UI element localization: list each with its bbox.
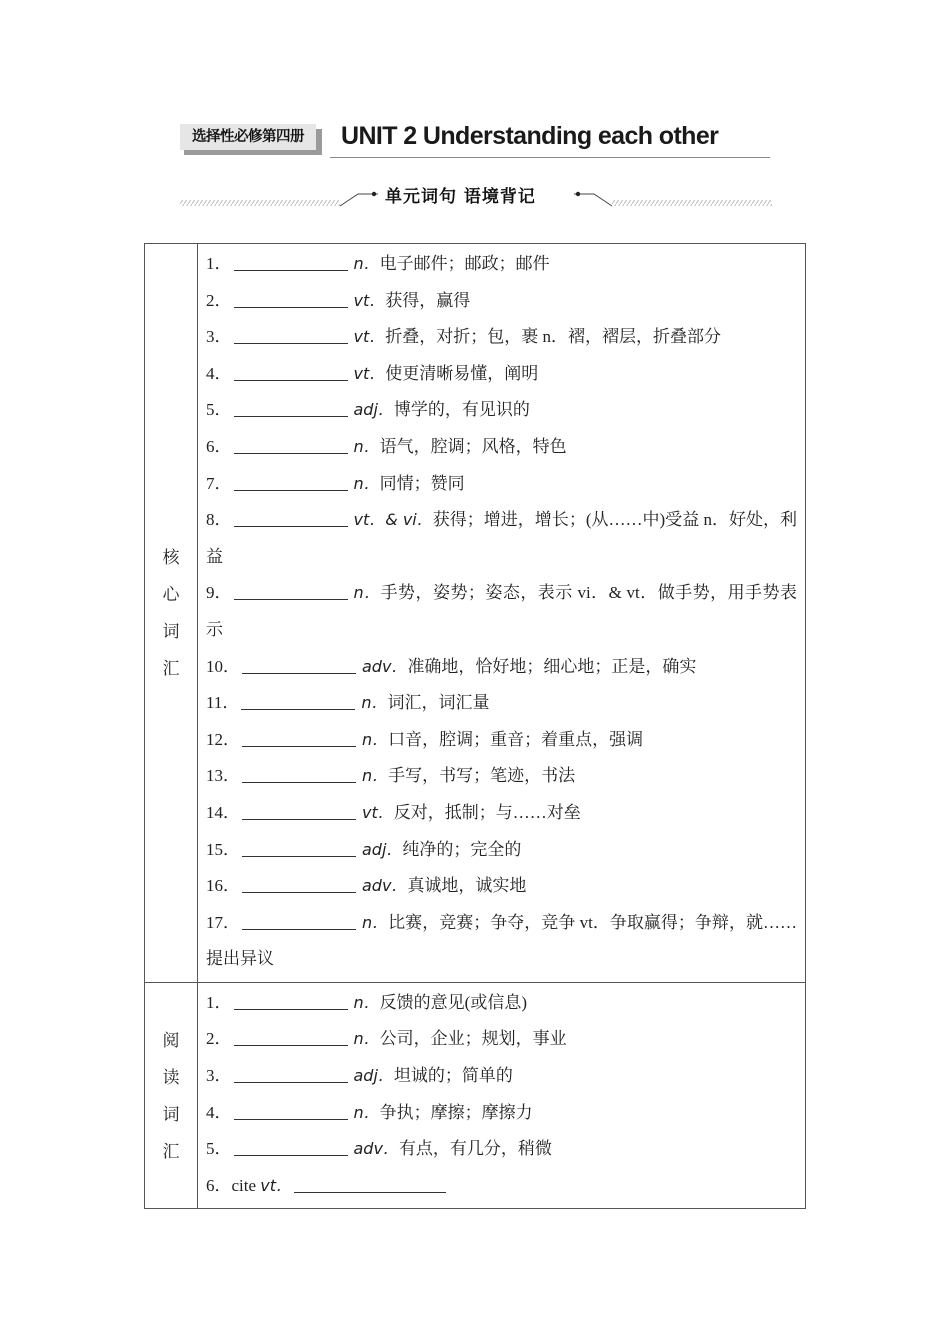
part-of-speech: n． [353, 992, 380, 1012]
definition: 比赛，竞赛；争夺，竞争 vt．争取赢得；争辩，就……提出异议 [206, 912, 797, 969]
part-of-speech: adv． [353, 1139, 399, 1159]
item-number: 13． [206, 766, 240, 786]
part-of-speech: n． [353, 1029, 380, 1049]
unit-title: UNIT 2 Understanding each other [341, 122, 719, 150]
part-of-speech: n． [353, 473, 380, 493]
item-number: 11． [206, 693, 240, 713]
vocab-item [206, 502, 797, 575]
vocab-item [206, 685, 797, 722]
definition: 博学的，有见识的 [393, 400, 530, 420]
definition: 同情；赞同 [379, 473, 465, 493]
category-char: 核 [162, 547, 180, 567]
item-number: 1． [206, 992, 232, 1012]
vocab-item [206, 868, 797, 905]
definition: 获得；增进，增长；(从……中)受益 n．好处，利益 [206, 510, 797, 566]
part-of-speech: vt． [353, 327, 386, 347]
item-number: 4． [206, 1102, 232, 1122]
answer-blank[interactable] [242, 728, 356, 747]
item-number: 7． [206, 473, 232, 493]
vocab-item [206, 319, 797, 356]
item-number: 4． [206, 363, 232, 383]
part-of-speech: vt．& vi． [353, 510, 433, 530]
vocab-item [206, 832, 797, 869]
category-char: 心 [162, 584, 180, 604]
title-underline [330, 157, 770, 158]
vocab-item [206, 1095, 797, 1132]
answer-blank[interactable] [234, 1137, 348, 1156]
item-number: 1． [206, 254, 232, 273]
vocab-item [206, 1131, 797, 1168]
definition: 获得，赢得 [385, 290, 471, 310]
vocab-item [206, 905, 797, 978]
definition: 纯净的；完全的 [402, 839, 522, 859]
vocab-item [206, 795, 797, 832]
definition: 语气，腔调；风格，特色 [379, 436, 567, 456]
item-number: 12． [206, 729, 240, 749]
part-of-speech: vt． [362, 802, 394, 822]
core-vocabulary-items [198, 244, 806, 983]
answer-blank[interactable] [242, 874, 356, 893]
vocab-item [206, 985, 797, 1022]
answer-blank[interactable] [234, 398, 348, 417]
part-of-speech: adv． [362, 876, 408, 896]
answer-blank[interactable] [234, 325, 348, 344]
answer-blank[interactable] [234, 435, 348, 454]
category-char: 汇 [162, 658, 180, 678]
definition: 有点，有几分，稍微 [398, 1139, 552, 1159]
definition: 手势，姿势；姿态，表示 vi．& vt．做手势，用手势表示 [206, 583, 797, 639]
category-char: 汇 [162, 1141, 180, 1161]
definition: 反对，抵制；与……对垒 [393, 802, 581, 822]
vocab-item [206, 1168, 797, 1205]
definition: 手写，书写；笔迹，书法 [388, 766, 576, 786]
answer-blank[interactable] [242, 838, 356, 857]
category-char: 读 [162, 1067, 180, 1087]
vocab-item [206, 722, 797, 759]
vocab-item [206, 429, 797, 466]
answer-blank[interactable] [242, 764, 356, 783]
answer-blank[interactable] [234, 472, 348, 491]
part-of-speech: adj． [362, 839, 403, 859]
reading-vocabulary-items [198, 982, 806, 1209]
item-number: 6． [206, 436, 232, 456]
item-number: 15． [206, 839, 240, 859]
definition: 争执；摩擦；摩擦力 [379, 1102, 533, 1122]
vocab-item [206, 246, 797, 283]
item-number: 5． [206, 1139, 232, 1159]
part-of-speech: adv． [362, 656, 408, 676]
answer-blank[interactable] [234, 1101, 348, 1120]
category-char: 词 [162, 621, 180, 641]
item-number: 10． [206, 656, 240, 676]
reading-vocabulary-category [145, 982, 198, 1209]
reading-vocabulary-row [145, 982, 806, 1209]
answer-blank[interactable] [234, 991, 348, 1010]
part-of-speech: n． [353, 1102, 380, 1122]
vocab-item [206, 649, 797, 686]
definition: 使更清晰易懂，阐明 [385, 363, 539, 383]
vocab-item [206, 758, 797, 795]
definition: 公司，企业；规划，事业 [379, 1029, 567, 1049]
answer-blank[interactable] [242, 655, 356, 674]
category-char: 阅 [162, 1030, 180, 1050]
answer-blank[interactable] [234, 252, 348, 271]
item-number: 16． [206, 876, 240, 896]
given-word: cite [231, 1175, 257, 1195]
answer-blank[interactable] [234, 289, 348, 308]
item-number: 2． [206, 1029, 232, 1049]
item-number: 17． [206, 912, 240, 932]
definition: 折叠，对折；包，裹 n．褶，褶层，折叠部分 [385, 327, 721, 347]
answer-blank[interactable] [242, 911, 356, 930]
part-of-speech: adj． [353, 1066, 394, 1086]
answer-blank[interactable] [234, 362, 348, 381]
answer-blank[interactable] [234, 1064, 348, 1083]
part-of-speech: vt． [260, 1175, 293, 1195]
item-number: 8． [206, 510, 232, 530]
part-of-speech: n． [353, 583, 381, 603]
vocab-item [206, 283, 797, 320]
part-of-speech: n． [362, 912, 389, 932]
answer-blank[interactable] [241, 691, 355, 710]
definition: 口音，腔调；重音；着重点，强调 [388, 729, 644, 749]
part-of-speech: n． [353, 254, 380, 273]
part-of-speech: n． [361, 693, 388, 713]
vocab-item [206, 1058, 797, 1095]
definition: 准确地，恰好地；细心地；正是，确实 [407, 656, 697, 676]
book-tag-label: 选择性必修第四册 [180, 124, 316, 150]
part-of-speech: vt． [353, 290, 386, 310]
definition: 坦诚的；简单的 [393, 1066, 513, 1086]
item-number: 2． [206, 290, 232, 310]
item-number: 14． [206, 802, 240, 822]
vocabulary-table [144, 243, 806, 1209]
part-of-speech: n． [362, 729, 389, 749]
vocab-item [206, 466, 797, 503]
item-number: 5． [206, 400, 232, 420]
core-vocabulary-row [145, 244, 806, 983]
part-of-speech: n． [362, 766, 389, 786]
vocab-item [206, 392, 797, 429]
definition: 电子邮件；邮政；邮件 [379, 254, 550, 273]
category-char: 词 [162, 1104, 180, 1124]
item-number: 3． [206, 327, 232, 347]
item-number: 3． [206, 1066, 232, 1086]
part-of-speech: n． [353, 436, 380, 456]
section-label: 单元词句 语境背记 [385, 187, 536, 207]
definition: 反馈的意见(或信息) [379, 992, 527, 1012]
vocab-item [206, 356, 797, 393]
answer-blank[interactable] [234, 581, 348, 600]
item-number: 6． [206, 1175, 232, 1195]
definition: 词汇，词汇量 [387, 693, 490, 713]
vocab-item [206, 1021, 797, 1058]
vocab-item [206, 575, 797, 648]
definition: 真诚地，诚实地 [407, 876, 527, 896]
item-number: 9． [206, 583, 232, 603]
core-vocabulary-category [145, 244, 198, 983]
book-tag [180, 124, 322, 154]
part-of-speech: vt． [353, 363, 386, 383]
part-of-speech: adj． [353, 400, 394, 420]
answer-blank[interactable] [294, 1174, 446, 1193]
answer-blank[interactable] [234, 508, 348, 527]
answer-blank[interactable] [242, 801, 356, 820]
answer-blank[interactable] [234, 1027, 348, 1046]
